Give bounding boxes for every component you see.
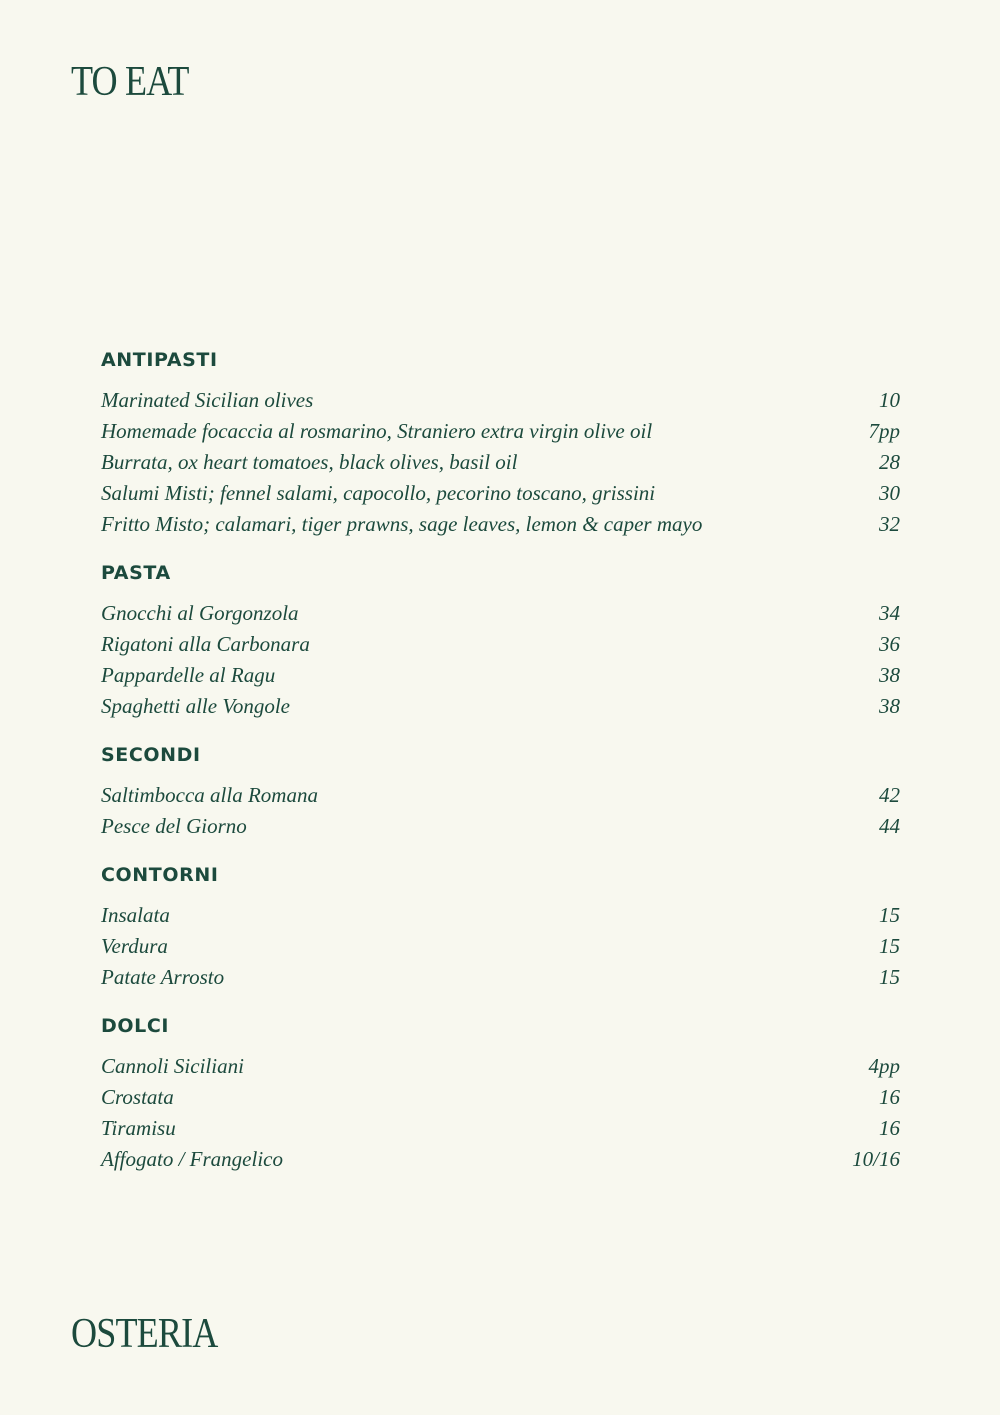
item-price: 15 [879, 903, 900, 927]
item-name: Spaghetti alle Vongole [101, 694, 290, 718]
menu-item [101, 629, 900, 660]
item-price: 38 [879, 694, 900, 718]
menu-item [101, 1051, 900, 1082]
item-price: 42 [879, 783, 900, 807]
section-secondi [101, 741, 900, 842]
item-price: 32 [879, 512, 900, 536]
menu-item [101, 385, 900, 416]
menu-item [101, 931, 900, 962]
menu-item [101, 1082, 900, 1113]
menu-item [101, 780, 900, 811]
item-name: Pesce del Giorno [101, 814, 247, 838]
item-price: 44 [879, 814, 900, 838]
item-name: Pappardelle al Ragu [101, 663, 276, 687]
section-dolci [101, 1012, 900, 1175]
menu-item [101, 509, 900, 540]
menu-item [101, 1113, 900, 1144]
section-antipasti [101, 346, 900, 540]
item-name: Rigatoni alla Carbonara [101, 632, 310, 656]
section-title: PASTA [101, 562, 171, 584]
item-name: Marinated Sicilian olives [101, 388, 314, 412]
menu-item [101, 811, 900, 842]
item-price: 36 [879, 632, 900, 656]
menu-item [101, 691, 900, 722]
item-price: 15 [879, 965, 900, 989]
item-name: Tiramisu [101, 1116, 176, 1140]
item-price: 16 [879, 1116, 900, 1140]
item-name: Patate Arrosto [101, 965, 225, 989]
item-price: 28 [879, 450, 900, 474]
menu-item [101, 598, 900, 629]
item-name: Salumi Misti; fennel salami, capocollo, pecorino toscano, grissini [101, 481, 656, 505]
section-title: ANTIPASTI [101, 349, 218, 371]
menu-item [101, 447, 900, 478]
item-price: 4pp [868, 1054, 900, 1078]
section-title: DOLCI [101, 1015, 170, 1037]
item-price: 34 [879, 601, 900, 625]
item-price: 16 [879, 1085, 900, 1109]
menu-item [101, 1144, 900, 1175]
menu-item [101, 416, 900, 447]
section-title: CONTORNI [101, 864, 219, 886]
item-price: 10 [879, 388, 900, 412]
brand-wordmark: OSTERIA [71, 1311, 218, 1357]
item-name: Verdura [101, 934, 168, 958]
item-price: 38 [879, 663, 900, 687]
item-price: 7pp [868, 419, 900, 443]
item-name: Cannoli Siciliani [101, 1054, 244, 1078]
item-name: Gnocchi al Gorgonzola [101, 601, 299, 625]
section-title: SECONDI [101, 744, 201, 766]
item-name: Fritto Misto; calamari, tiger prawns, sage leaves, lemon & caper mayo [101, 512, 703, 536]
item-name: Saltimbocca alla Romana [101, 783, 318, 807]
item-name: Crostata [101, 1085, 174, 1109]
item-price: 10/16 [852, 1147, 900, 1171]
menu-item [101, 900, 900, 931]
item-name: Burrata, ox heart tomatoes, black olives, basil oil [101, 450, 518, 474]
section-pasta [101, 559, 900, 722]
item-price: 15 [879, 934, 900, 958]
menu [101, 346, 900, 1194]
menu-item [101, 660, 900, 691]
menu-item [101, 962, 900, 993]
item-name: Homemade focaccia al rosmarino, Straniero extra virgin olive oil [101, 419, 653, 443]
item-name: Insalata [101, 903, 170, 927]
section-contorni [101, 861, 900, 993]
item-price: 30 [879, 481, 900, 505]
page-title: TO EAT [71, 59, 189, 105]
menu-item [101, 478, 900, 509]
item-name: Affogato / Frangelico [101, 1147, 283, 1171]
